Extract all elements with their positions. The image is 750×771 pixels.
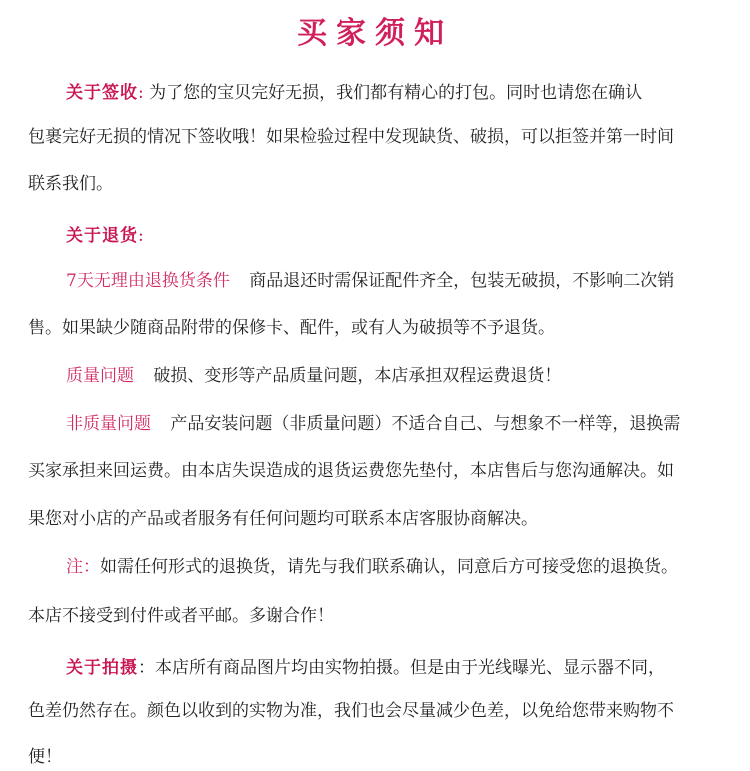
photos-heading: 关于拍摄 bbox=[66, 658, 138, 678]
non-quality-label: 非质量问题 bbox=[66, 414, 151, 434]
photos-text-1: 本店所有商品图片均由实物拍摄。但是由于光线曝光、显示器不同， bbox=[155, 658, 665, 678]
quality-label: 质量问题 bbox=[66, 366, 134, 386]
signing-line-3: 联系我们。 bbox=[28, 174, 113, 194]
seven-day-text-1: 商品退还时需保证配件齐全，包装无破损，不影响二次销 bbox=[249, 271, 675, 291]
returns-heading: 关于退货 bbox=[66, 226, 138, 246]
returns-colon: : bbox=[138, 226, 144, 246]
signing-heading: 关于签收 bbox=[66, 83, 138, 103]
signing-text-1: 为了您的宝贝完好无损，我们都有精心的打包。同时也请您在确认 bbox=[149, 83, 643, 103]
non-quality-line-1 bbox=[66, 412, 726, 436]
page-title: 买家须知 bbox=[297, 16, 453, 51]
non-quality-line-2: 买家承担来回运费。由本店失误造成的退货运费您先垫付，本店售后与您沟通解决。如 bbox=[28, 461, 674, 481]
photos-line-3: 便！ bbox=[28, 747, 62, 767]
photos-line-1 bbox=[66, 656, 726, 680]
photos-line-2: 色差仍然存在。颜色以收到的实物为准，我们也会尽量减少色差，以免给您带来购物不 bbox=[28, 701, 674, 721]
non-quality-line-3: 果您对小店的产品或者服务有任何问题均可联系本店客服协商解决。 bbox=[28, 509, 538, 529]
seven-day-label: 7天无理由退换货条件 bbox=[66, 271, 230, 291]
returns-heading-line bbox=[66, 224, 726, 248]
note-line-1 bbox=[66, 555, 726, 579]
quality-line bbox=[66, 364, 726, 388]
note-text-1: 如需任何形式的退换货，请先与我们联系确认，同意后方可接受您的退换货。 bbox=[100, 557, 678, 577]
seven-day-line-2: 售。如果缺少随商品附带的保修卡、配件，或有人为破损等不予退货。 bbox=[28, 318, 555, 338]
non-quality-text-1: 产品安装问题（非质量问题）不适合自己、与想象不一样等，退换需 bbox=[170, 414, 681, 434]
quality-text: 破损、变形等产品质量问题，本店承担双程运费退货！ bbox=[153, 366, 562, 386]
signing-line-1 bbox=[66, 81, 726, 105]
signing-line-2: 包裹完好无损的情况下签收哦！如果检验过程中发现缺货、破损，可以拒签并第一时间 bbox=[28, 127, 674, 147]
seven-day-line-1 bbox=[66, 269, 726, 293]
note-line-2: 本店不接受到付件或者平邮。多谢合作！ bbox=[28, 606, 334, 626]
photos-colon: ： bbox=[138, 658, 155, 678]
note-label: 注： bbox=[66, 557, 100, 577]
signing-colon: : bbox=[138, 83, 144, 103]
